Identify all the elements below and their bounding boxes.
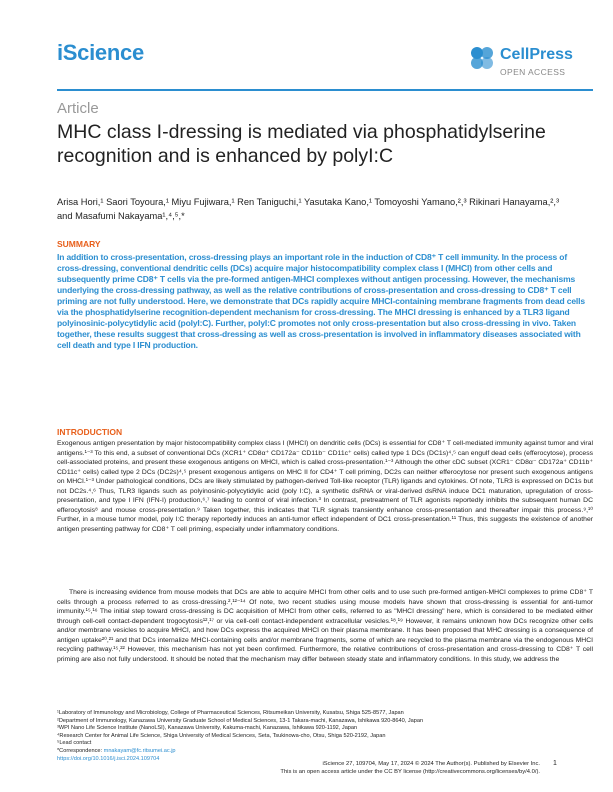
affiliations (57, 710, 597, 763)
introduction-heading: INTRODUCTION (57, 427, 123, 437)
summary-text: In addition to cross-presentation, cross-dressing plays an important role in the induction of CD8⁺ T cell immunity. In the process of cross-dressing, conventional dendritic cells (DCs) acquire major histocompatibility complex class I (MHCI) from other cells and subsequently prime CD8⁺ T cells via the pre-formed antigen-MHCI complexes without antigen processing. However, the mechanisms underlying the cross-dressing pathway, as well as the relative contributions of cross-presentation and cross-dressing to CD8⁺ T cell priming are not fully understood. Here, we demonstrate that DCs rapidly acquire MHCI-containing membrane fragments from dead cells via the phosphatidylserine recognition-dependent mechanism for cross-dressing. The MHCI dressing is enhanced by a TLR3 ligand polyinosinic-polycytidylic acid (polyI:C). Further, polyI:C promotes not only cross-presentation but also cross-dressing in vivo. Taken together, these results suggest that cross-dressing as well as cross-presentation is involved in inflammatory diseases associated with cell death and type I IFN production. (57, 252, 585, 350)
lead-contact-note: ⁵Lead contact (57, 740, 92, 747)
open-access-label: OPEN ACCESS (500, 67, 566, 77)
license-line: This is an open access article under the CC BY license (http://creativecommons.org/licenses/by/4.0/). (280, 769, 540, 775)
affiliation-1: ¹Laboratory of Immunology and Microbiology, College of Pharmaceutical Sciences, Ritsumeikan University, Kusatsu, Shiga 525-8577, Japan (57, 710, 404, 716)
affiliation-3: ³WPI Nano Life Science Institute (NanoLSI), Kanazawa University, Kakuma-machi, Kanazawa, Ishikawa 920-1192, Japan (57, 725, 358, 732)
header-divider (57, 89, 593, 91)
correspondence-label: *Correspondence: (57, 747, 104, 754)
article-title: MHC class I-dressing is mediated via phosphatidylserine recognition and is enhanced by polyI:C (57, 121, 546, 167)
page-number: 1 (553, 760, 557, 767)
publisher-name: CellPress (500, 46, 573, 63)
introduction-paragraph-1: Exogenous antigen presentation by major histocompatibility complex class I (MHCI) on dendritic cells (DCs) is essential for CD8⁺ T cell-mediated immunity against tumor and viral antigens.¹⁻³ To this end, a subset of conventional DCs (XCR1⁺ CD8α⁺ CD172a⁻ CD11b⁻ CD11c⁺ cells) called type 1 DCs (DC1s)⁴,⁵ can engulf dead cells (efferocytose), process cell-associated proteins, and present these exogenous antigens on MHCI, which is called cross-presentation.¹⁻³ Although the other cDC subset (XCR1⁻ CD8α⁻ CD172a⁺ CD11b⁺ CD11c⁺ cells) called type 2 DCs (DC2s)⁴,⁵ present exogenous antigens on MHC II for CD4⁺ T cell priming, DC2s can neither efferocytose nor present such exogenous antigens on MHCI.¹⁻³ Under pathological conditions, DCs are likely stimulated by pathogen-derived Toll-like receptor (TLR) ligands and cytokines. Of note, TLR3 is expressed on DC1s but not DC2s.⁴,⁶ Thus, TLR3 ligands such as polyinosinic-polycytidylic acid (poly I:C), a synthetic dsRNA or viral-derived dsRNA induce DC1 maturation, upregulation of cross-presentation, and type I IFN (IFN-I) production,⁶,⁷ leading to control of viral infection.³ In contrast, pretreatment of TLR agonists reportedly inhibits the subsequent human DC efferocytosis⁸ and mouse cross-presentation.⁹ Taken together, this indicates that TLR signals transiently enhance cross-presentation and thereafter impair this process.⁹,¹⁰ Further, in a mouse tumor model, poly I:C therapy reportedly induces an anti-tumor effect independent of DC1 cross-presentation.¹¹ Thus, this suggests the existence of another antigen presenting pathway for CD8⁺ T cell priming, especially under inflammatory conditions. (57, 440, 593, 533)
journal-name: iScience (57, 40, 144, 65)
summary-heading: SUMMARY (57, 239, 101, 249)
article-type: Article (57, 100, 99, 117)
page-footer (280, 760, 540, 776)
author-list: Arisa Hori,¹ Saori Toyoura,¹ Miyu Fujiwara,¹ Ren Taniguchi,¹ Yasutaka Kano,¹ Tomoyoshi Yamano,²,³ Rikinari Hanayama,²,³ and Masafumi Nakayama¹,⁴,⁵,* (57, 197, 560, 221)
citation-line: iScience 27, 109704, May 17, 2024 © 2024 The Author(s). Published by Elsevier Inc. (322, 761, 540, 767)
cellpress-logo (468, 44, 588, 80)
cellpress-logo-icon (468, 44, 496, 72)
affiliation-2: ²Department of Immunology, Kanazawa University Graduate School of Medical Sciences, 13-1 Takara-machi, Kanazawa, Ishikawa 920-8640, Japan (57, 717, 424, 724)
correspondence-line (57, 748, 597, 756)
doi-link[interactable]: https://doi.org/10.1016/j.isci.2024.109704 (57, 755, 160, 762)
affiliation-4: ⁴Research Center for Animal Life Science, Shiga University of Medical Sciences, Seta, Tsukinowa-cho, Otsu, Shiga 520-2192, Japan (57, 732, 386, 739)
correspondence-email-link[interactable]: mnakayam@fc.ritsumei.ac.jp (103, 747, 176, 754)
introduction-paragraph-2: There is increasing evidence from mouse models that DCs are able to acquire MHCI from other cells and to use such pre-formed antigen-MHCI complexes to prime CD8⁺ T cells through a process referred to as cross-dressing.²,¹²⁻¹⁴ Of note, two recent studies using mouse models have shown that cross-dressing is essential for anti-tumor immunity.¹⁵,¹⁶ The initial step toward cross-dressing is DC acquisition of MHCI from other cells, referred to as "MHCI dressing" here, which is considered to be mediated either through cell-cell contact-dependent trogocytosis¹²,¹⁷ or via cell-cell contact-independent extracellular vesicles.¹⁸,¹⁹ However, it remains unknown how DCs recognize other cells and/or membrane vesicles to acquire MHCI, and how DCs express the acquired MHCI on their plasma membrane. It has been proposed that MHC dressing is a consequence of antigen uptake²⁰,²¹ and that DCs internalize MHCI-containing cells and/or membrane fragments, some of which are recycled to the plasma membrane via the endogenous MHCI recycling pathway.¹⁵,²² However, this mechanism has not yet been confirmed. Furthermore, the relative contributions of cross-presentation and cross-dressing to CD8⁺ T cell priming are also not fully understood. It should be noted that the mechanism may differ between steady state and inflammatory conditions. In this study, we address the (57, 589, 593, 663)
